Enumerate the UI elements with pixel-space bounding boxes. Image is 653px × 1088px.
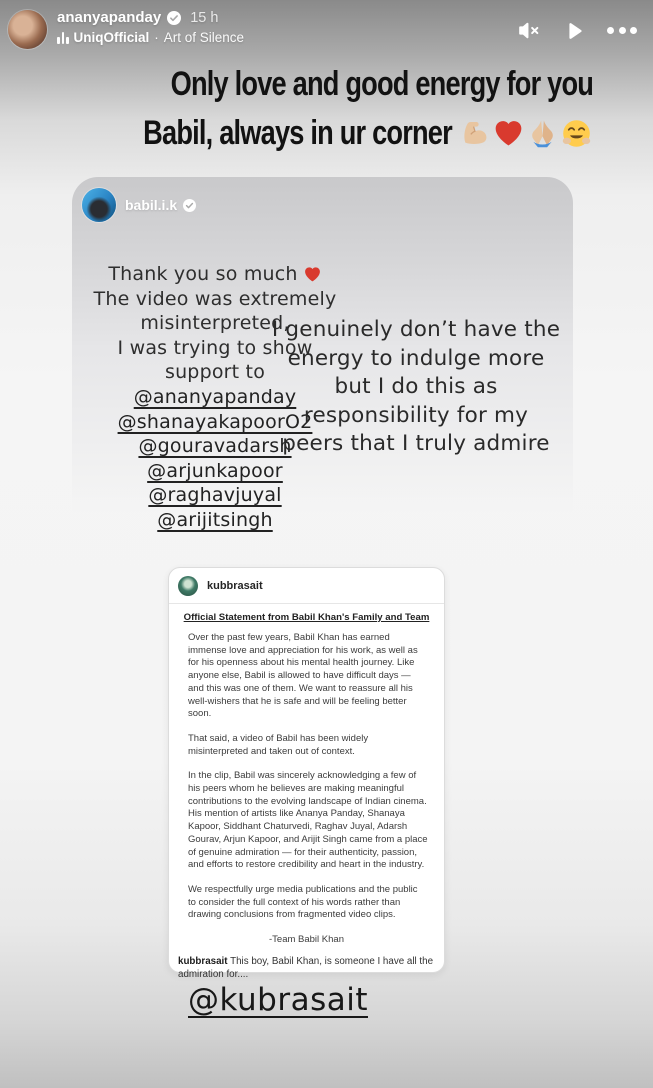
music-track[interactable]: Art of Silence <box>163 30 245 45</box>
statement-paragraph: Over the past few years, Babil Khan has earned immense love and appreciation for his work, as well as for his openness about his mental health journey. Like anyone else, Babil is allowed to have difficult days — and this was one of them. We want to reassure all his well-wishers that he is safe and will be feeling better soon. <box>188 632 418 720</box>
overlay-line-2: Babil, always in ur corner <box>143 114 452 152</box>
music-equalizer-icon <box>57 32 69 44</box>
babil-line: I was trying to show <box>117 336 313 359</box>
mention-arijitsingh[interactable]: @arijitsingh <box>157 508 273 531</box>
statement-paragraph: That said, a video of Babil has been widely misinterpreted and taken out of context. <box>188 732 369 757</box>
statement-body <box>169 632 444 922</box>
mention-raghavjuyal[interactable]: @raghavjuyal <box>148 484 282 507</box>
babil-line: responsibility for my <box>303 402 529 428</box>
reshared-story-card[interactable] <box>72 177 573 559</box>
music-separator: · <box>154 30 159 45</box>
statement-paragraph: We respectfully urge media publications and the public to consider the full context of his words rather than drawing conclusions from fragmented video clips. <box>188 883 418 921</box>
story-text-overlay <box>33 60 593 158</box>
mute-icon[interactable] <box>516 18 541 43</box>
verified-badge-icon <box>183 199 196 212</box>
story-timestamp: 15 h <box>190 9 219 26</box>
verified-badge-icon <box>167 11 181 25</box>
babil-line: support to <box>164 361 266 384</box>
babil-line: Thank you so much <box>108 263 298 285</box>
babil-line: but I do this as <box>334 374 498 399</box>
flex-biceps-emoji <box>458 117 491 150</box>
statement-title: Official Statement from Babil Khan's Family and Team <box>183 612 430 623</box>
statement-signoff: -Team Babil Khan <box>269 934 344 946</box>
avatar[interactable] <box>8 10 47 49</box>
mention-gouravadarsh[interactable]: @gouravadarsh <box>138 435 292 458</box>
babil-line: The video was extremely <box>93 287 337 310</box>
red-heart-emoji <box>492 117 525 150</box>
story-header <box>0 0 653 62</box>
mention-shanayakapoor[interactable]: @shanayakapoorO2 <box>117 410 313 433</box>
kubbrasait-username[interactable]: kubbrasait <box>207 580 263 592</box>
kubbrasait-avatar[interactable] <box>178 576 198 596</box>
babil-username[interactable]: babil.i.k <box>125 197 178 213</box>
statement-paragraph: In the clip, Babil was sincerely acknowledging a few of his peers whom he believes are making meaningful contributions to the evolving landscape of Indian cinema. His mention of artists like Ananya Panday, Shanaya Kapoor, Siddhant Chaturvedi, Raghav Juyal, Adarsh Gourav, Arjun Kapoor, and Arijit Singh came from a place of genuine admiration — for their authenticity, passion, and efforts to restore credibility and heart in the industry. <box>188 770 428 871</box>
play-icon[interactable] <box>563 20 585 42</box>
statement-post-card[interactable] <box>168 567 445 981</box>
music-artist[interactable]: UniqOfficial <box>73 30 150 45</box>
hugging-face-emoji <box>560 117 593 150</box>
caption-username[interactable]: kubbrasait <box>178 956 228 968</box>
more-options-icon[interactable] <box>607 27 637 34</box>
post-caption <box>169 955 444 981</box>
mention-kubrasait[interactable]: @kubrasait <box>188 982 368 1018</box>
babil-line: peers that I truly admire <box>282 431 550 456</box>
folded-hands-emoji <box>526 117 559 150</box>
caption-text: This boy, Babil Khan, is someone I have all the admiration for.... <box>178 956 434 981</box>
babil-right-text <box>268 316 564 459</box>
red-heart-emoji <box>303 265 322 284</box>
babil-line: energy to indulge more <box>287 345 545 371</box>
story-username[interactable]: ananyapanday <box>57 9 162 26</box>
mention-arjunkapoor[interactable]: @arjunkapoor <box>147 459 283 482</box>
babil-line: I genuinely don’t have the <box>271 317 561 342</box>
overlay-line-1: Only love and good energy for you <box>170 65 593 103</box>
mention-ananyapanday[interactable]: @ananyapanday <box>133 385 297 408</box>
babil-line: misinterpreted, <box>140 312 290 335</box>
babil-avatar[interactable] <box>82 188 116 222</box>
